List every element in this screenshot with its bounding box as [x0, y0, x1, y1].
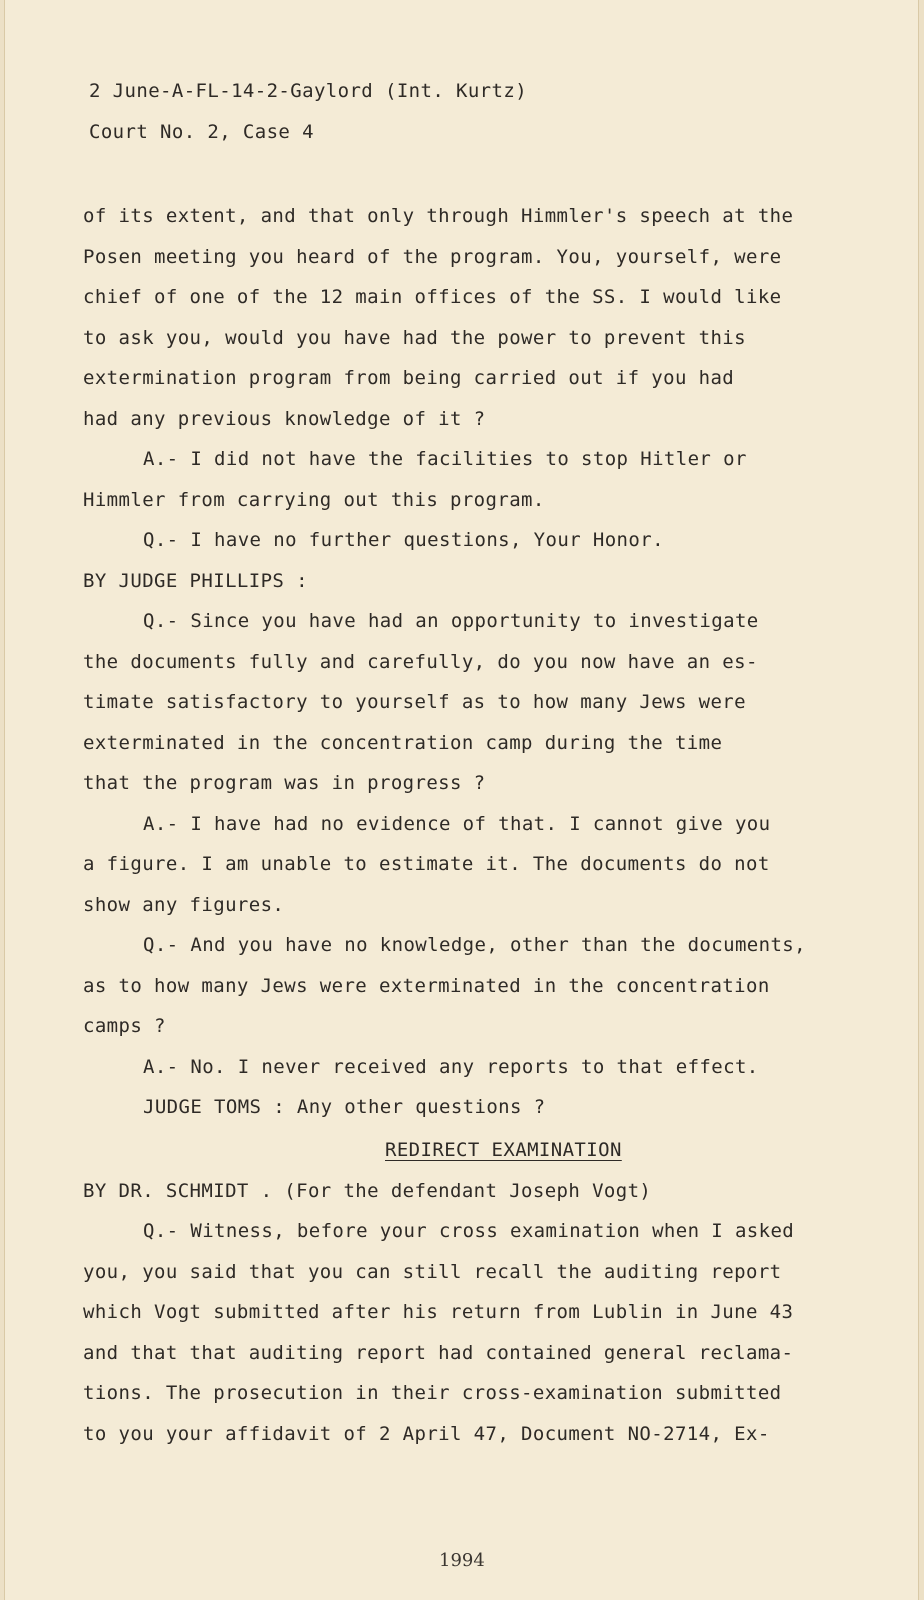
speaker-heading: BY JUDGE PHILLIPS : — [83, 570, 308, 592]
section-heading: REDIRECT EXAMINATION — [385, 1139, 622, 1161]
text-line: as to how many Jews were exterminated in the concentration — [83, 975, 770, 997]
text-line: camps ? — [83, 1015, 166, 1037]
text-line: Q.- I have no further questions, Your Honor. — [143, 529, 664, 551]
header-line-2: Court No. 2, Case 4 — [89, 121, 314, 143]
text-line: Q.- Since you have had an opportunity to investigate — [143, 610, 759, 632]
text-line: and that that auditing report had contained general reclama- — [83, 1342, 794, 1364]
text-line: JUDGE TOMS : Any other questions ? — [143, 1096, 546, 1118]
text-line: timate satisfactory to yourself as to how many Jews were — [83, 691, 746, 713]
text-line: the documents fully and carefully, do you now have an es- — [83, 651, 758, 673]
text-line: chief of one of the 12 main offices of the SS. I would like — [83, 286, 782, 308]
text-line: A.- I did not have the facilities to stop Hitler or — [143, 448, 747, 470]
text-line: exterminated in the concentration camp during the time — [83, 732, 723, 754]
text-line: Posen meeting you heard of the program. You, yourself, were — [83, 246, 782, 268]
page-number: 1994 — [439, 1550, 485, 1571]
text-line: extermination program from being carried out if you had — [83, 367, 735, 389]
text-line: tions. The prosecution in their cross-examination submitted — [83, 1382, 782, 1404]
text-line: had any previous knowledge of it ? — [83, 408, 486, 430]
speaker-heading: BY DR. SCHMIDT . (For the defendant Joseph Vogt) — [83, 1180, 652, 1202]
text-line: Himmler from carrying out this program. — [83, 489, 545, 511]
text-line: Q.- Witness, before your cross examination when I asked — [143, 1220, 795, 1242]
text-line: A.- I have had no evidence of that. I cannot give you — [143, 813, 771, 835]
text-line: to you your affidavit of 2 April 47, Document NO-2714, Ex- — [83, 1423, 770, 1445]
text-line: that the program was in progress ? — [83, 772, 486, 794]
text-line: A.- No. I never received any reports to that effect. — [143, 1056, 759, 1078]
text-line: Q.- And you have no knowledge, other than the documents, — [143, 934, 806, 956]
text-line: to ask you, would you have had the power to prevent this — [83, 327, 746, 349]
text-line: you, you said that you can still recall the auditing report — [83, 1261, 782, 1283]
header-line-1: 2 June-A-FL-14-2-Gaylord (Int. Kurtz) — [89, 80, 528, 102]
document-page — [4, 0, 919, 1600]
text-line: of its extent, and that only through Himmler's speech at the — [83, 205, 794, 227]
text-line: a figure. I am unable to estimate it. The documents do not — [83, 853, 770, 875]
text-line: show any figures. — [83, 894, 285, 916]
text-line: which Vogt submitted after his return from Lublin in June 43 — [83, 1301, 794, 1323]
